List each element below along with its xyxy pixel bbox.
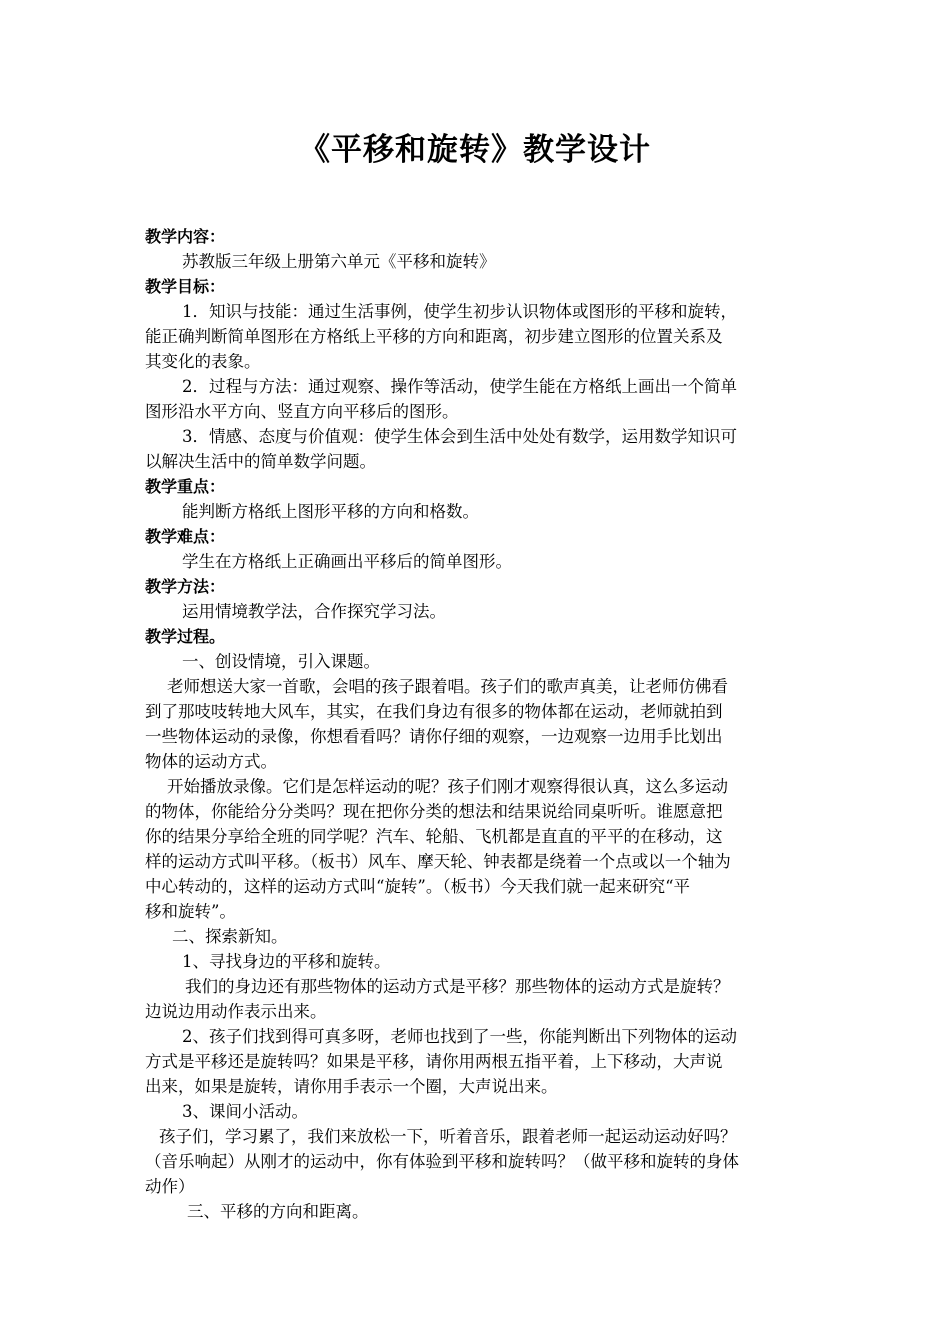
paragraph-line: 物体的运动方式。 [145,752,277,771]
paragraph-line: 学生在方格纸上正确画出平移后的简单图形。 [182,552,512,571]
paragraph-line: 能判断方格纸上图形平移的方向和格数。 [182,502,479,521]
paragraph-line: 以解决生活中的简单数学问题。 [145,452,376,471]
paragraph-line: 边说边用动作表示出来。 [145,1002,327,1021]
paragraph-line: 样的运动方式叫平移。（板书）风车、摩天轮、钟表都是绕着一个点或以一个轴为 [145,852,731,871]
paragraph-line: 你的结果分享给全班的同学呢？汽车、轮船、飞机都是直直的平平的在移动，这 [145,827,723,846]
paragraph-line: 2．过程与方法：通过观察、操作等活动，使学生能在方格纸上画出一个简单 [182,377,737,396]
paragraph-line: 1．知识与技能：通过生活事例，使学生初步认识物体或图形的平移和旋转， [182,302,737,321]
document-title: 《平移和旋转》教学设计 [299,132,651,168]
heading-difficulties: 教学难点： [145,527,226,546]
heading-methods: 教学方法： [145,577,226,596]
heading-process: 教学过程。 [145,627,226,646]
document-body [145,224,813,1224]
paragraph-line: 3、课间小活动。 [182,1102,308,1121]
paragraph-line: 图形沿水平方向、竖直方向平移后的图形。 [145,402,459,421]
paragraph-line: 老师想送大家一首歌，会唱的孩子跟着唱。孩子们的歌声真美，让老师仿佛看 [167,677,728,696]
heading-objectives: 教学目标： [145,277,226,296]
paragraph-line: 一些物体运动的录像，你想看看吗？请你仔细的观察，一边观察一边用手比划出 [145,727,723,746]
paragraph-line: 开始播放录像。它们是怎样运动的呢？孩子们刚才观察得很认真，这么多运动 [167,777,728,796]
section-heading: 二、探索新知。 [172,927,288,946]
section-heading: 一、创设情境，引入课题。 [182,652,380,671]
paragraph-line: 能正确判断简单图形在方格纸上平移的方向和距离，初步建立图形的位置关系及 [145,327,723,346]
paragraph-line: （音乐响起）从刚才的运动中，你有体验到平移和旋转吗？（做平移和旋转的身体 [145,1152,739,1171]
paragraph-line: 出来，如果是旋转，请你用手表示一个圈，大声说出来。 [145,1077,558,1096]
paragraph-line: 苏教版三年级上册第六单元《平移和旋转》 [182,252,496,271]
heading-key-points: 教学重点： [145,477,226,496]
paragraph-line: 中心转动的，这样的运动方式叫“旋转”。（板书）今天我们就一起来研究“平 [145,877,691,896]
heading-content: 教学内容： [145,227,226,246]
paragraph-line: 的物体，你能给分分类吗？现在把你分类的想法和结果说给同桌听听。谁愿意把 [145,802,723,821]
paragraph-line: 2、孩子们找到得可真多呀，老师也找到了一些，你能判断出下列物体的运动 [182,1027,737,1046]
paragraph-line: 其变化的表象。 [145,352,261,371]
paragraph-line: 运用情境教学法，合作探究学习法。 [182,602,446,621]
paragraph-line: 孩子们，学习累了，我们来放松一下，听着音乐，跟着老师一起运动运动好吗？ [159,1127,737,1146]
paragraph-line: 移和旋转”。 [145,902,236,921]
paragraph-line: 1、寻找身边的平移和旋转。 [182,952,391,971]
paragraph-line: 3．情感、态度与价值观：使学生体会到生活中处处有数学，运用数学知识可 [182,427,737,446]
paragraph-line: 方式是平移还是旋转吗？如果是平移，请你用两根五指平着，上下移动，大声说 [145,1052,723,1071]
paragraph-line: 我们的身边还有那些物体的运动方式是平移？那些物体的运动方式是旋转？ [185,977,730,996]
paragraph-line: 动作） [145,1177,195,1196]
paragraph-line: 到了那吱吱转地大风车，其实，在我们身边有很多的物体都在运动，老师就拍到 [145,702,723,721]
section-heading: 三、平移的方向和距离。 [187,1202,369,1221]
